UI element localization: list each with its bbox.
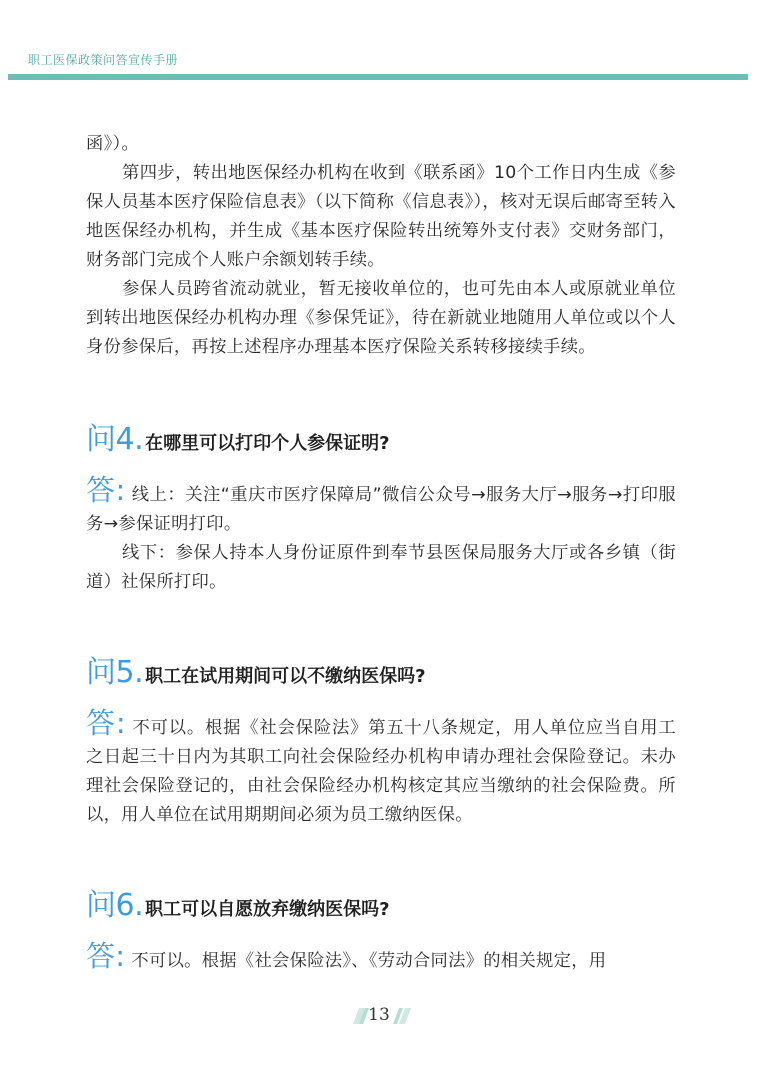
- question-number: 问5.: [86, 655, 144, 690]
- answer-paragraph: [86, 473, 676, 539]
- header-rule: [8, 74, 748, 80]
- paragraph: 参保人员跨省流动就业，暂无接收单位的，也可先由本人或原就业单位到转出地医保经办机构办理《参保凭证》，待在新就业地随用人单位或以个人身份参保后，再按上述程序办理基本医疗保险关系转移接续手续。: [86, 279, 676, 357]
- paragraph: 函》）。: [86, 134, 140, 154]
- answer-label: 答:: [86, 939, 126, 973]
- question-heading: [86, 414, 676, 458]
- answer-paragraph: [86, 939, 676, 976]
- answer-text: 不可以。根据《社会保险法》第五十八条规定，用人单位应当自用工之日起三十日内为其职工向社会保险经办机构申请办理社会保险登记。未办理社会保险登记的，由社会保险经办机构核定其应当缴纳的社会保险费。所以，用人单位在试用期期间必须为员工缴纳医保。: [86, 718, 676, 825]
- answer-label: 答:: [86, 706, 126, 740]
- answer-label: 答:: [86, 473, 126, 507]
- question-heading: [86, 880, 676, 924]
- page-footer: [345, 1004, 413, 1026]
- answer-text: 不可以。根据《社会保险法》、《劳动合同法》的相关规定，用: [131, 951, 607, 971]
- answer-text: 线上：关注“重庆市医疗保障局”微信公众号→服务大厅→服务→打印服务→参保证明打印。: [86, 485, 676, 534]
- question-number: 问4.: [86, 422, 144, 457]
- page-content: [86, 130, 676, 976]
- question-text: 在哪里可以打印个人参保证明?: [145, 433, 390, 454]
- question-number: 问6.: [86, 888, 144, 923]
- answer-paragraph: 线下：参保人持本人身份证原件到奉节县医保局服务大厅或各乡镇（街道）社保所打印。: [86, 543, 676, 592]
- header-title: 职工医保政策问答宣传手册: [28, 53, 179, 67]
- paragraph: 第四步，转出地医保经办机构在收到《联系函》10个工作日内生成《参保人员基本医疗保险信息表》（以下简称《信息表》），核对无误后邮寄至转入地医保经办机构，并生成《基本医疗保险转出统筹外支付表》交财务部门，财务部门完成个人账户余额划转手续。: [86, 163, 676, 270]
- question-text: 职工可以自愿放弃缴纳医保吗?: [145, 899, 390, 920]
- question-heading: [86, 647, 676, 691]
- question-text: 职工在试用期间可以不缴纳医保吗?: [145, 666, 426, 687]
- page-number: 13: [368, 1005, 390, 1025]
- answer-paragraph: [86, 706, 676, 830]
